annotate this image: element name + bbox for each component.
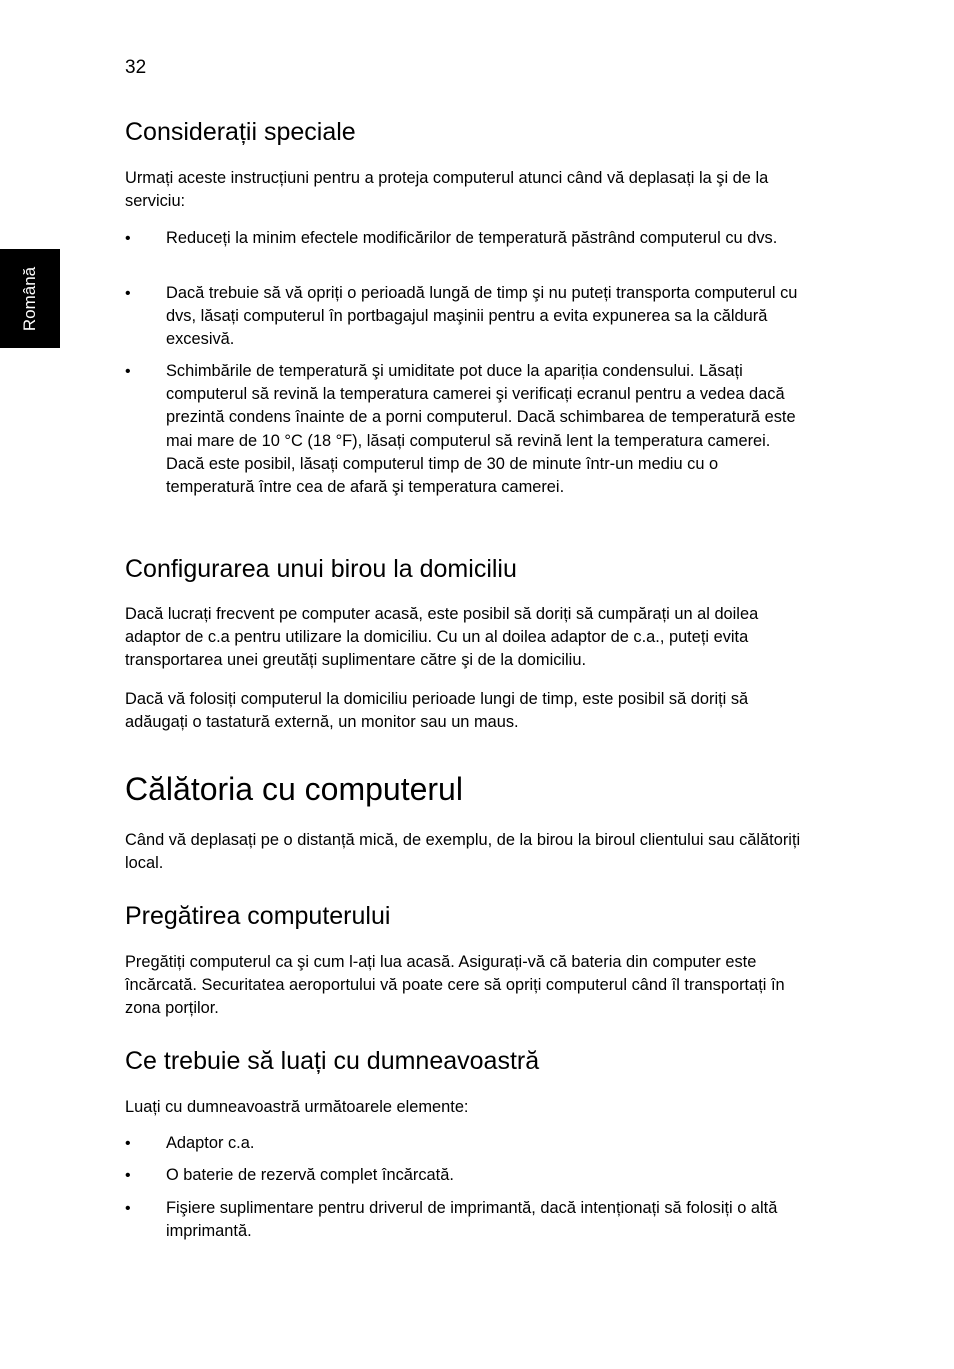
chapter-title: Călătoria cu computerul [125,771,463,807]
bullet-icon: • [125,1135,131,1152]
bullet-icon: • [125,1200,131,1217]
section-title-special-considerations: Considerații speciale [125,118,356,146]
paragraph: Pregătiți computerul ca şi cum l-ați lua acasă. Asigurați-vă că bateria din computer este încărcată. Securitatea aeroportului vă poate cere să opriți computerul când îl transportați în zona porților. [125,953,785,1018]
list-item-text: Schimbările de temperatură şi umiditate pot duce la apariția condensului. Lăsați computerul să revină la temperatura camerei şi verificați ecranul pentru a vedea dacă prezintă condens înainte de a porni computerul. Dacă schimbarea de temperatură este mai mare de 10 °C (18 °F), lăsați computerul să revină lent la temperatura camerei. Dacă este posibil, lăsați computerul timp de 30 de minute într-un mediu cu o temperatură între cea de afară şi temperatura camerei. [166,362,796,497]
list-item-text: Reduceți la minim efectele modificărilor de temperatură păstrând computerul cu dvs. [166,229,778,247]
section-title-what-to-bring: Ce trebuie să luați cu dumneavoastră [125,1047,540,1075]
paragraph: Când vă deplasați pe o distanță mică, de exemplu, de la birou la biroul clientului sau călătoriți local. [125,831,801,873]
page-number: 32 [125,57,147,78]
paragraph: Dacă lucrați frecvent pe computer acasă, este posibil să doriți să cumpărați un al doilea adaptor de c.a pentru utilizare la domiciliu. Cu un al doilea adaptor de c.a., puteți evita transportarea unei greutăți suplimentare către şi de la domiciliu. [125,605,759,670]
section-title-home-office: Configurarea unui birou la domiciliu [125,555,517,583]
bullet-icon: • [125,285,131,302]
language-tab-label: Română [20,266,39,331]
bullet-icon: • [125,230,131,247]
list-item-text: Adaptor c.a. [166,1134,255,1152]
section-intro-special-considerations: Urmați aceste instrucțiuni pentru a proteja computerul atunci când vă deplasați la şi de la serviciu: [125,169,769,211]
bullet-icon: • [125,1167,131,1184]
list-item-text: Fişiere suplimentare pentru driverul de imprimantă, dacă intenționați să folosiți o altă imprimantă. [166,1199,778,1241]
language-tab [0,249,60,348]
section-title-prepare-computer: Pregătirea computerului [125,902,391,930]
paragraph: Luați cu dumneavoastră următoarele elemente: [125,1098,469,1116]
list-item-text: O baterie de rezervă complet încărcată. [166,1166,454,1184]
bullet-icon: • [125,363,131,380]
paragraph: Dacă vă folosiți computerul la domiciliu perioade lungi de timp, este posibil să doriți să adăugați o tastatură externă, un monitor sau un maus. [125,690,749,732]
list-item-text: Dacă trebuie să vă opriți o perioadă lungă de timp şi nu puteți transporta computerul cu dvs, lăsați computerul în portbagajul maşinii pentru a evita expunerea sa la căldură excesivă. [166,284,798,349]
